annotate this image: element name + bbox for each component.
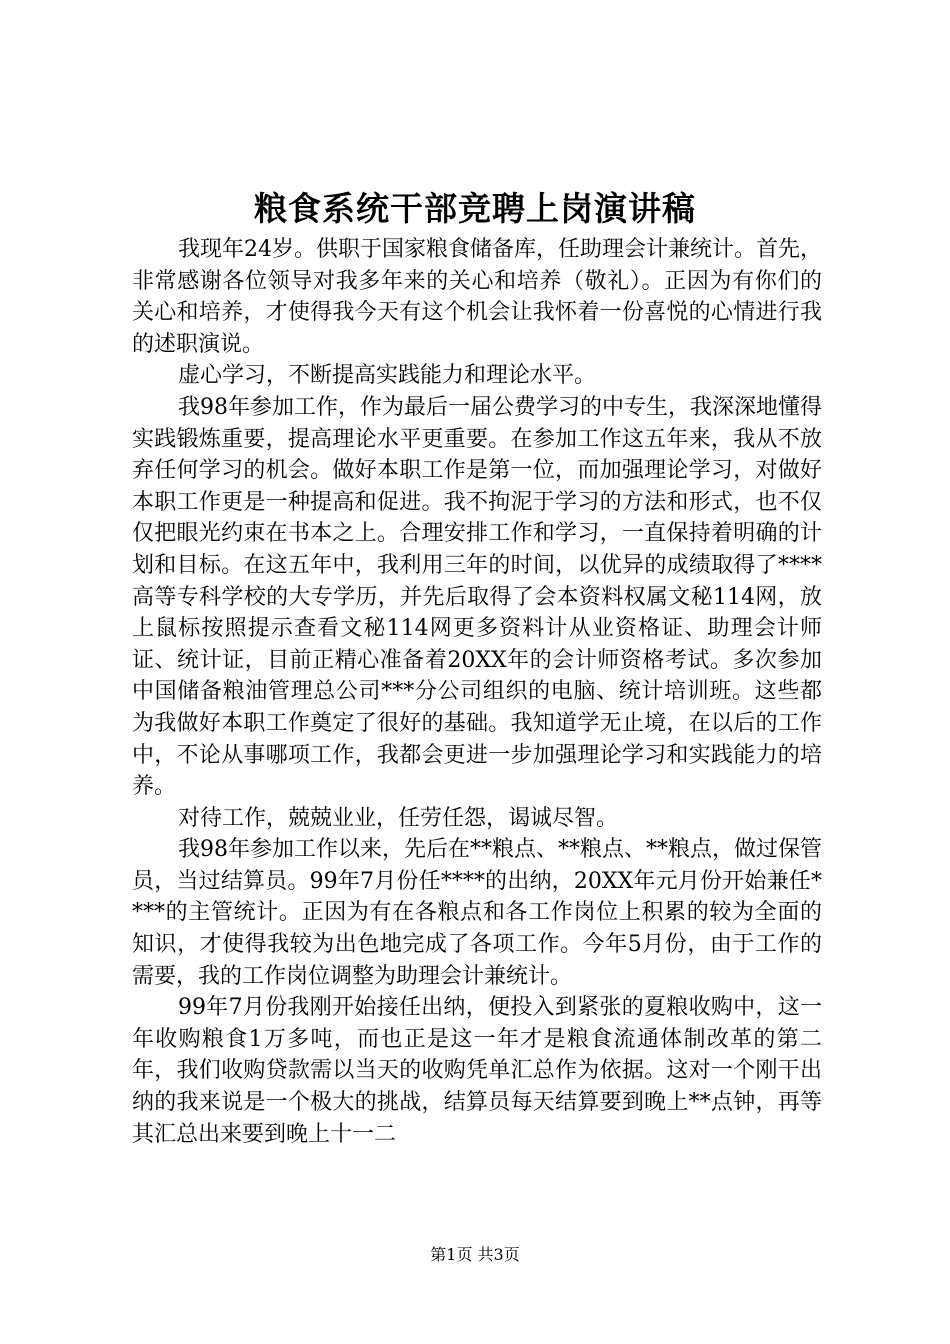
- document-title: 粮食系统干部竞聘上岗演讲稿: [254, 189, 696, 228]
- page-number-footer: 第1页 共3页: [430, 1245, 520, 1264]
- paragraph: 我98年参加工作，作为最后一届公费学习的中专生，我深深地懂得实践锻炼重要，提高理论水平更重要。在参加工作这五年来，我从不放弃任何学习的机会。做好本职工作是第一位，而加强理论学习，对做好本职工作更是一种提高和促进。我不拘泥于学习的方法和形式，也不仅仅把眼光约束在书本之上。合理安排工作和学习，一直保持着明确的计划和目标。在这五年中，我利用三年的时间，以优异的成绩取得了****高等专科学校的大专学历，并先后取得了会本资料权属文秘114网，放上鼠标按照提示查看文秘114网更多资料计从业资格证、助理会计师证、统计证，目前正精心准备着20XX年的会计师资格考试。多次参加中国储备粮油管理总公司***分公司组织的电脑、统计培训班。这些都为我做好本职工作奠定了很好的基础。我知道学无止境，在以后的工作中，不论从事哪项工作，我都会更进一步加强理论学习和实践能力的培养。: [132, 394, 822, 800]
- paragraph: 虚心学习，不断提高实践能力和理论水平。: [178, 363, 597, 389]
- document-body: [132, 234, 822, 1150]
- paragraph: 我现年24岁。供职于国家粮食储备库，任助理会计兼统计。首先，非常感谢各位领导对我多年来的关心和培养（敬礼）。正因为有你们的关心和培养，才使得我今天有这个机会让我怀着一份喜悦的心情进行我的述职演说。: [132, 237, 822, 357]
- paragraph: 我98年参加工作以来，先后在**粮点、**粮点、**粮点，做过保管员，当过结算员。99年7月份任****的出纳，20XX年元月份开始兼任****的主管统计。正因为有在各粮点和各工作岗位上积累的较为全面的知识，才使得我较为出色地完成了各项工作。今年5月份，由于工作的需要，我的工作岗位调整为助理会计兼统计。: [132, 837, 822, 989]
- paragraph: 对待工作，兢兢业业，任劳任怨，谒诚尽智。: [178, 805, 619, 831]
- paragraph: 99年7月份我刚开始接任出纳，便投入到紧张的夏粮收购中，这一年收购粮食1万多吨，而也正是这一年才是粮食流通体制改革的第二年，我们收购贷款需以当天的收购凭单汇总作为依据。这对一个刚干出纳的我来说是一个极大的挑战，结算员每天结算要到晚上**点钟，再等其汇总出来要到晚上十一二: [132, 995, 822, 1147]
